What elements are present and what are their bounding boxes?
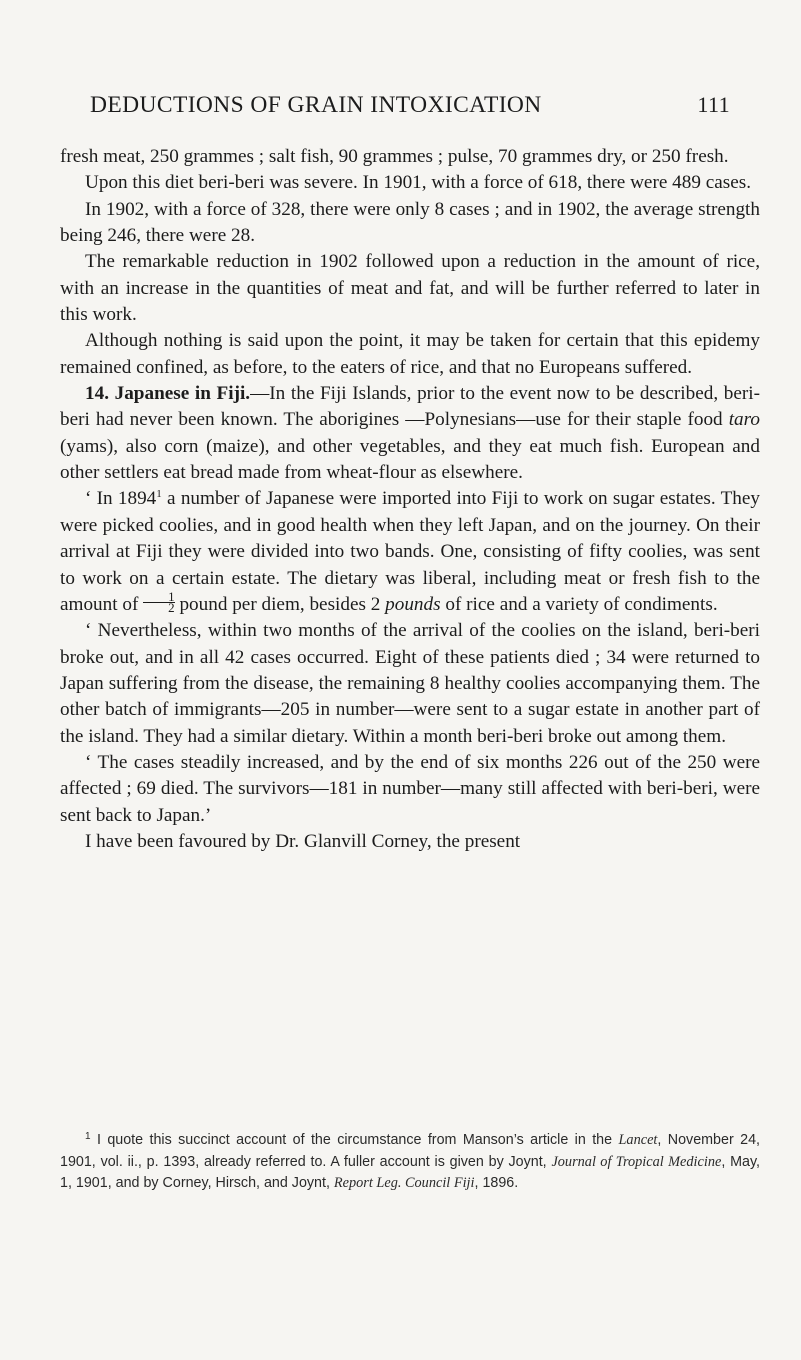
text-run: , November 24, 1901, vol. ii., p. 1393, already referred to. A fuller account is given by Joynt,	[60, 1132, 760, 1170]
text-run: ‘ In 1894	[85, 488, 157, 510]
italic-title: Journal of Tropical Medicine	[551, 1153, 722, 1170]
running-title: DEDUCTIONS OF GRAIN INTOXICATION	[90, 92, 542, 118]
fraction	[143, 588, 175, 615]
paragraph: fresh meat, 250 grammes ; salt fish, 90 grammes ; pulse, 70 grammes dry, or 250 fresh.	[60, 146, 729, 167]
text-run: of rice and a variety of condiments.	[440, 593, 718, 615]
section-heading: 14. Japanese in Fiji.	[85, 383, 251, 405]
footnotes	[60, 1130, 760, 1195]
paragraph: Upon this diet beri-beri was severe. In 1901, with a force of 618, there were 489 cases.	[85, 172, 752, 194]
section-paragraph	[60, 381, 760, 486]
text-run: , May, 1, 1901, and by Corney, Hirsch, and Joynt,	[60, 1153, 761, 1191]
text-run: (yams), also corn (maize), and other vegetables, and they eat much fish. European and other settlers eat bread made from wheat-flour as elsewhere.	[60, 435, 760, 484]
body-text	[60, 144, 760, 855]
italic-title: Lancet	[618, 1132, 658, 1148]
text-run: a number of Japanese were imported into Fiji to work on sugar estates. They were picked coolies, and in good health when they left Japan, and on the journey. On their arrival at Fiji they were divided into two bands. One, consisting of fifty coolies, was sent to work on a certain estate. The dietary was liberal, including meat or fresh fish to the amount of	[60, 488, 760, 615]
text-run: —In the Fiji Islands, prior to the event now to be described, beri-beri had never been known. The aborigines —Polynesians—use for their staple food	[60, 383, 760, 431]
text-run: pound per diem, besides 2	[174, 593, 386, 615]
quote-paragraph: ‘ Nevertheless, within two months of the arrival of the coolies on the island, beri-beri broke out, and in all 42 cases occurred. Eight of these patients died ; 34 were returned to Japan suffering from the disease, the remaining 8 healthy coolies accompanying them. The other batch of immigrants—205 in number—were sent to a sugar estate in another part of the island. They had a similar dietary. Within a month beri-beri broke out among them.	[60, 620, 760, 747]
italic-title: Report Leg. Council Fiji	[333, 1175, 475, 1191]
footnote	[60, 1130, 760, 1195]
paragraph: In 1902, with a force of 328, there were only 8 cases ; and in 1902, the average strength being 246, there were 28.	[60, 198, 760, 247]
paragraph: The remarkable reduction in 1902 followed upon a reduction in the amount of rice, with an increase in the quantities of meat and fat, and will be further referred to later in this work.	[60, 251, 760, 326]
paragraph: Although nothing is said upon the point, it may be taken for certain that this epidemy remained confined, as before, to the eaters of rice, and that no Europeans suffered.	[60, 330, 760, 378]
fraction-numerator: 1	[143, 592, 175, 603]
text-run: I quote this succinct account of the circumstance from Manson’s article in the	[90, 1132, 619, 1148]
quote-paragraph	[60, 486, 760, 618]
text-run: , 1896.	[474, 1175, 519, 1191]
footnote-ref: 1	[156, 488, 162, 501]
footnote-marker: 1	[85, 1131, 91, 1142]
fraction-denominator: 2	[168, 599, 175, 615]
italic-term: pounds	[385, 593, 441, 615]
paragraph: I have been favoured by Dr. Glanvill Corney, the present	[85, 830, 521, 852]
italic-term: taro	[728, 409, 760, 431]
quote-paragraph: ‘ The cases steadily increased, and by the end of six months 226 out of the 250 were affected ; 69 died. The survivors—181 in number—many still affected with beri-beri, were sent back to Japan.’	[60, 751, 760, 826]
page-number: 111	[697, 92, 730, 117]
